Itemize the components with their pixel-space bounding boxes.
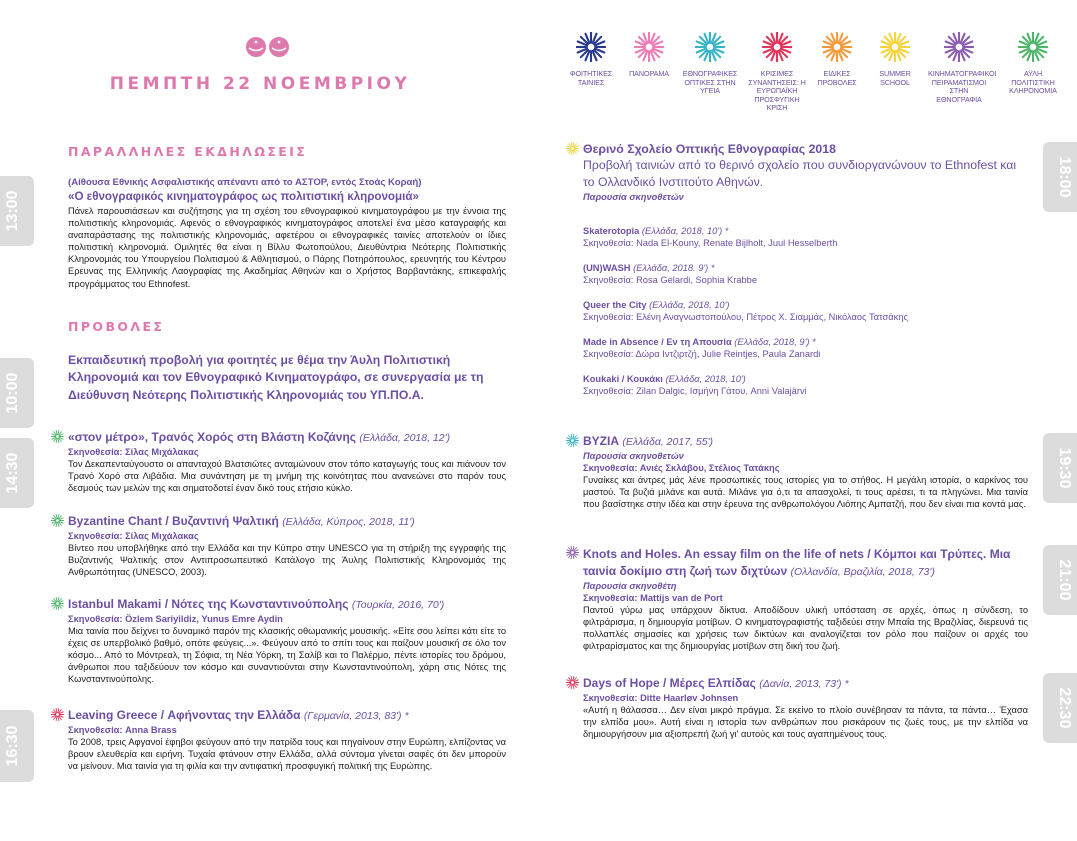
director: Δώρα Ιντζιρτζή, Julie Reintjes, Paula Zanardi: [635, 349, 821, 359]
director: Σίλας Μιχάλακας: [125, 447, 199, 457]
film-entry: Istanbul Makami / Νότες της Κωνσταντινούπολης (Τουρκία, 2016, 70') Σκηνοθεσία: Özlem Sariyildiz, Yunus Emre Aydin Μια ταινία που δείχνει το δυναμικό παρόν της κλασικής οθωμανικής μουσικής. «Είτε σου λείπει κάτι είτε το έχεις σε υπερβολικό βαθμό, οπότε φεύγεις...». Φεύγουν από το σπίτι τους και παίζουν μουσική σε όλο τον κόσμο... Από το Μόντρεαλ, τη Σόφια, τη Νέα Υόρκη, τη Σαλίβ και το Παλέρμο, πέντε ιστορίες του δρόμου, άνθρωποι που ταξιδεύουν τον κόσμο και συναντιούνται στην Κωνσταντινούπολη, χάρη στις Νότες της Κωνσταντινούπολης.: [68, 597, 506, 685]
short-film-item: Made in Absence / Εν τη Απουσία (Ελλάδα, 2018, 9') * Σκηνοθεσία: Δώρα Ιντζιρτζή, Julie Reintjes, Paula Zanardi: [583, 337, 821, 359]
film-title: Byzantine Chant / Βυζαντινή Ψαλτική: [68, 514, 279, 528]
film-entry: Knots and Holes. An essay film on the life of nets / Κόμποι και Τρύπες. Μια ταινία δοκίμιο στη ζωή των διχτύων (Ολλανδία, Βραζιλία, 2018, 73') Παρουσία σκηνοθέτη Σκηνοθεσία: Mattijs van de Port Παντού γύρω μας υπάρχουν δίκτυα. Αποδίδουν υλική υπόσταση σε αρχές, όπως η σύνδεση, το φιλτράρισμα, η δημιουργία μοτίβων. Ο κινηματογραφιστής ταξιδεύει στην Μπαΐα της Βραζιλίας, διερευνά τις πολλαπλές σημασίες και χρήσεις των δικτύων και αναλογίζεται τον ρόλο που παίζουν οι αρχές του φιλτραρίσματος και της δημιουργίας μοτίβων στη δική του ζωή.: [583, 546, 1028, 652]
starburst-icon: [566, 142, 579, 155]
film-description: «Αυτή η θάλασσα… Δεν είναι μικρό πράγμα. Σε εκείνο το πλοίο συνέβησαν τα πάντα, τα πάντα… Έχασα την ελπίδα μου». Αυτή είναι η ιστορία των ανθρώπων που ρισκάρουν τις ζωές τους, με την ελπίδα να δημιουργήσουν μια αξιοπρεπή ζωή γι' αυτούς και τους αγαπημένους τους.: [583, 705, 1028, 740]
film-title: ΒΥΖΙΑ: [583, 434, 619, 448]
starburst-icon: [822, 32, 852, 62]
film-description: Γυναίκες και άντρες μάς λένε προσωπικές τους ιστορίες για το στήθος. Η μεγάλη ιστορία, ο καρκίνος του μαστού. Τα βυζιά μιλάνε και αυτά. Μιλάνε για ό,τι τα απασχολεί, τι τους αρέσει, τι τα πληγώνει. Μια ταινία που βασίστηκε στην ιδέα και στην έρευνα της ανθρωπολόγου Λιόπης Αμπατζή, που δεν είναι πια κοντά μας.: [583, 475, 1028, 510]
time-tab: 21:00: [1043, 545, 1077, 615]
legend-item: ΕΙΔΙΚΕΣ ΠΡΟΒΟΛΕΣ: [806, 32, 868, 87]
presence-note: Παρουσία σκηνοθετών: [583, 451, 684, 461]
time-tab: 18:00: [1043, 142, 1077, 212]
page-title: ΠΕΜΠΤΗ 22 ΝΟΕΜΒΡΙΟΥ: [109, 74, 411, 94]
legend-item: ΕΘΝΟΓΡΑΦΙΚΕΣ ΟΠΤΙΚΕΣ ΣΤΗΝ ΥΓΕΙΑ: [679, 32, 741, 96]
starburst-icon: [51, 514, 64, 527]
starburst-icon: [880, 32, 910, 62]
film-title: Days of Hope / Μέρες Ελπίδας: [583, 676, 756, 690]
time-tab: 22:30: [1043, 673, 1077, 743]
starburst-icon: [566, 676, 579, 689]
film-meta: (Ελλάδα, Κύπρος, 2018, 11'): [282, 516, 415, 528]
film-entry: Days of Hope / Μέρες Ελπίδας (Δανία, 2013, 73') * Σκηνοθεσία: Ditte Haarløv Johnsen «Αυτή η θάλασσα… Δεν είναι μικρό πράγμα. Σε εκείνο το πλοίο συνέβησαν τα πάντα, τα πάντα… Έχασα την ελπίδα μου». Αυτή είναι η ιστορία των ανθρώπων που ρισκάρουν τις ζωές τους, με την ελπίδα να δημιουργήσουν μια αξιοπρεπή ζωή γι' αυτούς και τους αγαπημένους τους.: [583, 676, 1028, 740]
venue-note: (Αίθουσα Εθνικής Ασφαλιστικής απέναντι από το ΑΣΤΟΡ, εντός Στοάς Κοραή): [68, 177, 422, 188]
starburst-icon: [51, 430, 64, 443]
film-meta: (Ελλάδα, 2018, 12'): [359, 432, 451, 444]
director: Mattijs van de Port: [640, 593, 723, 603]
short-film-item: Skaterotopia (Ελλάδα, 2018, 10') * Σκηνοθεσία: Nada El-Kouny, Renate Bijlholt, Juul Hesselberth: [583, 226, 838, 248]
event-title: «Ο εθνογραφικός κινηματογράφος ως πολιτιστική κληρονομιά»: [68, 190, 419, 203]
director: Zilan Dalgic, Ισμήνη Γάτου, Anni Valajärvi: [636, 386, 807, 396]
legend-item: ΠΑΝΟΡΑΜΑ: [618, 32, 680, 79]
summer-school-title: Θερινό Σχολείο Οπτικής Εθνογραφίας 2018: [583, 142, 836, 156]
screening-intro: Εκπαιδευτική προβολή για φοιτητές με θέμα την Άυλη Πολιτιστική Κληρονομιά και τον Εθνογραφικό Κινηματογράφο, σε συνεργασία με τη Διεύθυνση Νεότερης Πολιτιστικής Κληρονομιάς του ΥΠ.ΠΟ.Α.: [68, 352, 484, 402]
starburst-icon: [695, 32, 725, 62]
starburst-icon: [944, 32, 974, 62]
starburst-icon: [51, 708, 64, 721]
film-meta: (Δανία, 2013, 73') *: [759, 678, 849, 690]
director: Ελένη Αναγνωστοπούλου, Πέτρος Χ. Σιαμμάς, Νικόλαος Τατσάκης: [636, 312, 908, 322]
film-entry: Byzantine Chant / Βυζαντινή Ψαλτική (Ελλάδα, Κύπρος, 2018, 11') Σκηνοθεσία: Σίλας Μιχάλακας Βίντεο που υποβλήθηκε από την Ελλάδα και την Κύπρο στην UNESCO για τη στήριξη της εγγραφής της Βυζαντινής Ψαλτικής στον Αντιπροσωπευτικό Κατάλογο της Άυλης Πολιτιστικής Κληρονομιάς της Ανθρωπότητας (UNESCO, 2003).: [68, 514, 506, 578]
starburst-icon: [762, 32, 792, 62]
category-legend: [560, 32, 1070, 112]
legend-item: SUMMER SCHOOL: [864, 32, 926, 87]
film-title: Knots and Holes. An essay film on the life of nets / Κόμποι και Τρύπες. Μια ταινία δοκίμιο στη ζωή των διχτύων: [583, 547, 1011, 578]
film-title: Leaving Greece / Αφήνοντας την Ελλάδα: [68, 708, 301, 722]
film-description: Βίντεο που υποβλήθηκε από την Ελλάδα και την Κύπρο στην UNESCO για τη στήριξη της εγγραφής της Βυζαντινής Ψαλτικής στον Αντιπροσωπευτικό Κατάλογο της Άυλης Πολιτιστικής Κληρονομιάς της Ανθρωπότητας (UNESCO, 2003).: [68, 543, 506, 578]
summer-school-subtitle: Προβολή ταινιών από το θερινό σχολείο που συνδιοργανώνουν το Ethnofest και το Ολλανδικό Ινστιτούτο Αθηνών.: [583, 158, 1017, 189]
short-film-item: Queer the City (Ελλάδα, 2018, 10') Σκηνοθεσία: Ελένη Αναγνωστοπούλου, Πέτρος Χ. Σιαμμάς, Νικόλαος Τατσάκης: [583, 300, 908, 322]
film-entry: Leaving Greece / Αφήνοντας την Ελλάδα (Γερμανία, 2013, 83') * Σκηνοθεσία: Anna Brass Το 2008, τρεις Αφγανοί έφηβοι φεύγουν από την πατρίδα τους και πηγαίνουν στην Ευρώπη, ελπίζοντας να βρουν ελευθερία και ειρήνη. Τυχαία φτάνουν στην Ελλάδα, αλλά σύντομα γίνεται σαφές ότι δεν μπορούν να μείνουν. Μια ταινία για τη φιλία και την αντιφατική προσφυγική πολιτική της Ευρώπης.: [68, 708, 506, 772]
director: Rosa Gelardi, Sophia Krabbe: [636, 275, 757, 285]
time-tab: 14:30: [0, 438, 34, 508]
section-heading: ΠΑΡΑΛΛΗΛΕΣ ΕΚΔΗΛΩΣΕΙΣ: [68, 144, 308, 159]
film-meta: (Τουρκία, 2016, 70'): [351, 599, 445, 611]
film-entry: ΒΥΖΙΑ (Ελλάδα, 2017, 55') Παρουσία σκηνοθετών Σκηνοθεσία: Ανιές Σκλάβου, Στέλιος Τατάκης Γυναίκες και άντρες μάς λένε προσωπικές τους ιστορίες για το στήθος. Η μεγάλη ιστορία, ο καρκίνος του μαστού. Τα βυζιά μιλάνε και αυτά. Μιλάνε για ό,τι τα απασχολεί, τι τους αρέσει, τι τα πληγώνει. Μια ταινία που βασίστηκε στην ιδέα και στην έρευνα της ανθρωπολόγου Λιόπης Αμπατζή, που δεν είναι πια κοντά μας.: [583, 434, 1028, 510]
time-tab: 19:30: [1043, 433, 1077, 503]
starburst-icon: [634, 32, 664, 62]
legend-item: ΑΫΛΗ ΠΟΛΙΤΙΣΤΙΚΗ ΚΛΗΡΟΝΟΜΙΑ: [1002, 32, 1064, 96]
director: Ditte Haarløv Johnsen: [640, 693, 739, 703]
director: Σίλας Μιχάλακας: [125, 531, 199, 541]
director: Özlem Sariyildiz, Yunus Emre Aydin: [125, 614, 283, 624]
film-description: Παντού γύρω μας υπάρχουν δίκτυα. Αποδίδουν υλική υπόσταση σε αρχές, όπως η σύνδεση, το φιλτράρισμα, η δημιουργία μοτίβων. Ο κινηματογραφιστής ταξιδεύει στην Μπαΐα της Βραζιλίας, διερευνά τις πολλαπλές σημασίες και χρήσεις των δικτύων και αναλογίζεται τον ρόλο που παίζουν οι αρχές του φιλτραρίσματος και της δημιουργίας μοτίβων στη δική του ζωή.: [583, 605, 1028, 652]
film-meta: (Γερμανία, 2013, 83') *: [303, 710, 409, 722]
starburst-icon: [1018, 32, 1048, 62]
left-column: [68, 144, 506, 404]
time-tab: 16:30: [0, 710, 34, 782]
director: Nada El-Kouny, Renate Bijlholt, Juul Hesselberth: [636, 238, 838, 248]
festival-logo-icon: [245, 34, 291, 60]
starburst-icon: [566, 434, 579, 447]
film-description: Το 2008, τρεις Αφγανοί έφηβοι φεύγουν από την πατρίδα τους και πηγαίνουν στην Ευρώπη, ελπίζοντας να βρουν ελευθερία και ειρήνη. Τυχαία φτάνουν στην Ελλάδα, αλλά σύντομα γίνεται σαφές ότι δεν μπορούν να μείνουν. Μια ταινία για τη φιλία και την αντιφατική προσφυγική πολιτική της Ευρώπης.: [68, 737, 506, 772]
legend-item: ΦΟΙΤΗΤΙΚΕΣ ΤΑΙΝΙΕΣ: [560, 32, 622, 87]
time-tab: 10:00: [0, 358, 34, 428]
starburst-icon: [566, 546, 579, 559]
legend-item: ΚΙΝΗΜΑΤΟΓΡΑΦΙΚΟΙ ΠΕΙΡΑΜΑΤΙΣΜΟΙ ΣΤΗΝ ΕΘΝΟΓΡΑΦΙΑ: [928, 32, 990, 104]
short-film-item: Koukaki / Κουκάκι (Ελλάδα, 2018, 10') Σκηνοθεσία: Zilan Dalgic, Ισμήνη Γάτου, Anni Valajärvi: [583, 374, 807, 396]
film-description: Τον Δεκαπενταύγουστο οι απανταχού Βλατσιώτες ανταμώνουν στον τόπο καταγωγής τους και πιάνουν τον Τρανό Χορό στα Λιβάδια. Μια συνάντηση με τη μνήμη της κοινότητας που ανανεώνει στο παρόν τους δεσμούς των μελών της και σηματοδοτεί έναν δικό τους ετήσιο κύκλο.: [68, 459, 506, 494]
director: Ανιές Σκλάβου, Στέλιος Τατάκης: [639, 463, 780, 473]
starburst-icon: [51, 597, 64, 610]
film-meta: (Ελλάδα, 2017, 55'): [622, 436, 714, 448]
summer-school-block: [583, 142, 1028, 397]
short-film-item: (UN)WASH (Ελλάδα, 2018. 9') * Σκηνοθεσία: Rosa Gelardi, Sophia Krabbe: [583, 263, 757, 285]
presence-note: Παρουσία σκηνοθέτη: [583, 581, 677, 591]
film-meta: (Ολλανδία, Βραζιλία, 2018, 73'): [790, 565, 935, 578]
legend-item: ΚΡΙΣΙΜΕΣ ΣΥΝΑΝΤΗΣΕΙΣ: Η ΕΥΡΩΠΑΪΚΗ ΠΡΟΣΦΥΓΙΚΗ ΚΡΙΣΗ: [746, 32, 808, 113]
film-title: «στον μέτρο», Τρανός Χορός στη Βλάστη Κοζάνης: [68, 430, 357, 444]
event-description: Πάνελ παρουσιάσεων και συζήτησης για τη σχέση του εθνογραφικού κινηματογράφου με την έννοια της πολιτιστικής κληρονομιάς. Αφενός ο εθνογραφικός κινηματογράφος αποτελεί ένα μέσο καταγραφής και αναπαράστασης της πολιτιστικής κληρονομιάς, αφετέρου οι εθνογραφικές ταινίες αποτελούν οι ίδιες πολιτιστική κληρονομιά. Ομιλητές θα είναι η Βίλλυ Φωτοπούλου, Διευθύντρια Νεότερης Πολιτιστικής Κληρονομιάς του Υπουργείου Πολιτισμού & Αθλητισμού, ο Πάρης Ποτηρόπουλος, ερευνητής του Κέντρου Ερευνας της Ελληνικής Λαογραφίας της Ακαδημίας Αθηνών και ο Χρήστος Βαρβαντάκης, επικεφαλής προγράμματος του Ethnofest.: [68, 206, 506, 289]
presence-note: Παρουσία σκηνοθετών: [583, 192, 684, 202]
director: Anna Brass: [125, 725, 177, 735]
film-title: Istanbul Makami / Νότες της Κωνσταντινούπολης: [68, 597, 349, 611]
film-entry: «στον μέτρο», Τρανός Χορός στη Βλάστη Κοζάνης (Ελλάδα, 2018, 12') Σκηνοθεσία: Σίλας Μιχάλακας Τον Δεκαπενταύγουστο οι απανταχού Βλατσιώτες ανταμώνουν στον τόπο καταγωγής τους και πιάνουν τον Τρανό Χορό στα Λιβάδια. Μια συνάντηση με τη μνήμη της κοινότητας που ανανεώνει στο παρόν τους δεσμούς των μελών της και σηματοδοτεί έναν δικό τους ετήσιο κύκλο.: [68, 430, 506, 494]
starburst-icon: [576, 32, 606, 62]
time-tab: 13:00: [0, 176, 34, 246]
section-heading: ΠΡΟΒΟΛΕΣ: [68, 318, 165, 334]
film-description: Μια ταινία που δείχνει το δυναμικό παρόν της κλασικής οθωμανικής μουσικής. «Είτε σου λείπει κάτι είτε το έχεις σε υπερβολικό βαθμό, οπότε φεύγεις...». Φεύγουν από το σπίτι τους και παίζουν μουσική σε όλο τον κόσμο... Από το Μόντρεαλ, τη Σόφια, τη Νέα Υόρκη, τη Σαλίβ και το Παλέρμο, πέντε ιστορίες του δρόμου, άνθρωποι που ταξιδεύουν τον κόσμο και συναντιούνται στην Κωνσταντινούπολη, χάρη στις Νότες της Κωνσταντινούπολης.: [68, 626, 506, 685]
